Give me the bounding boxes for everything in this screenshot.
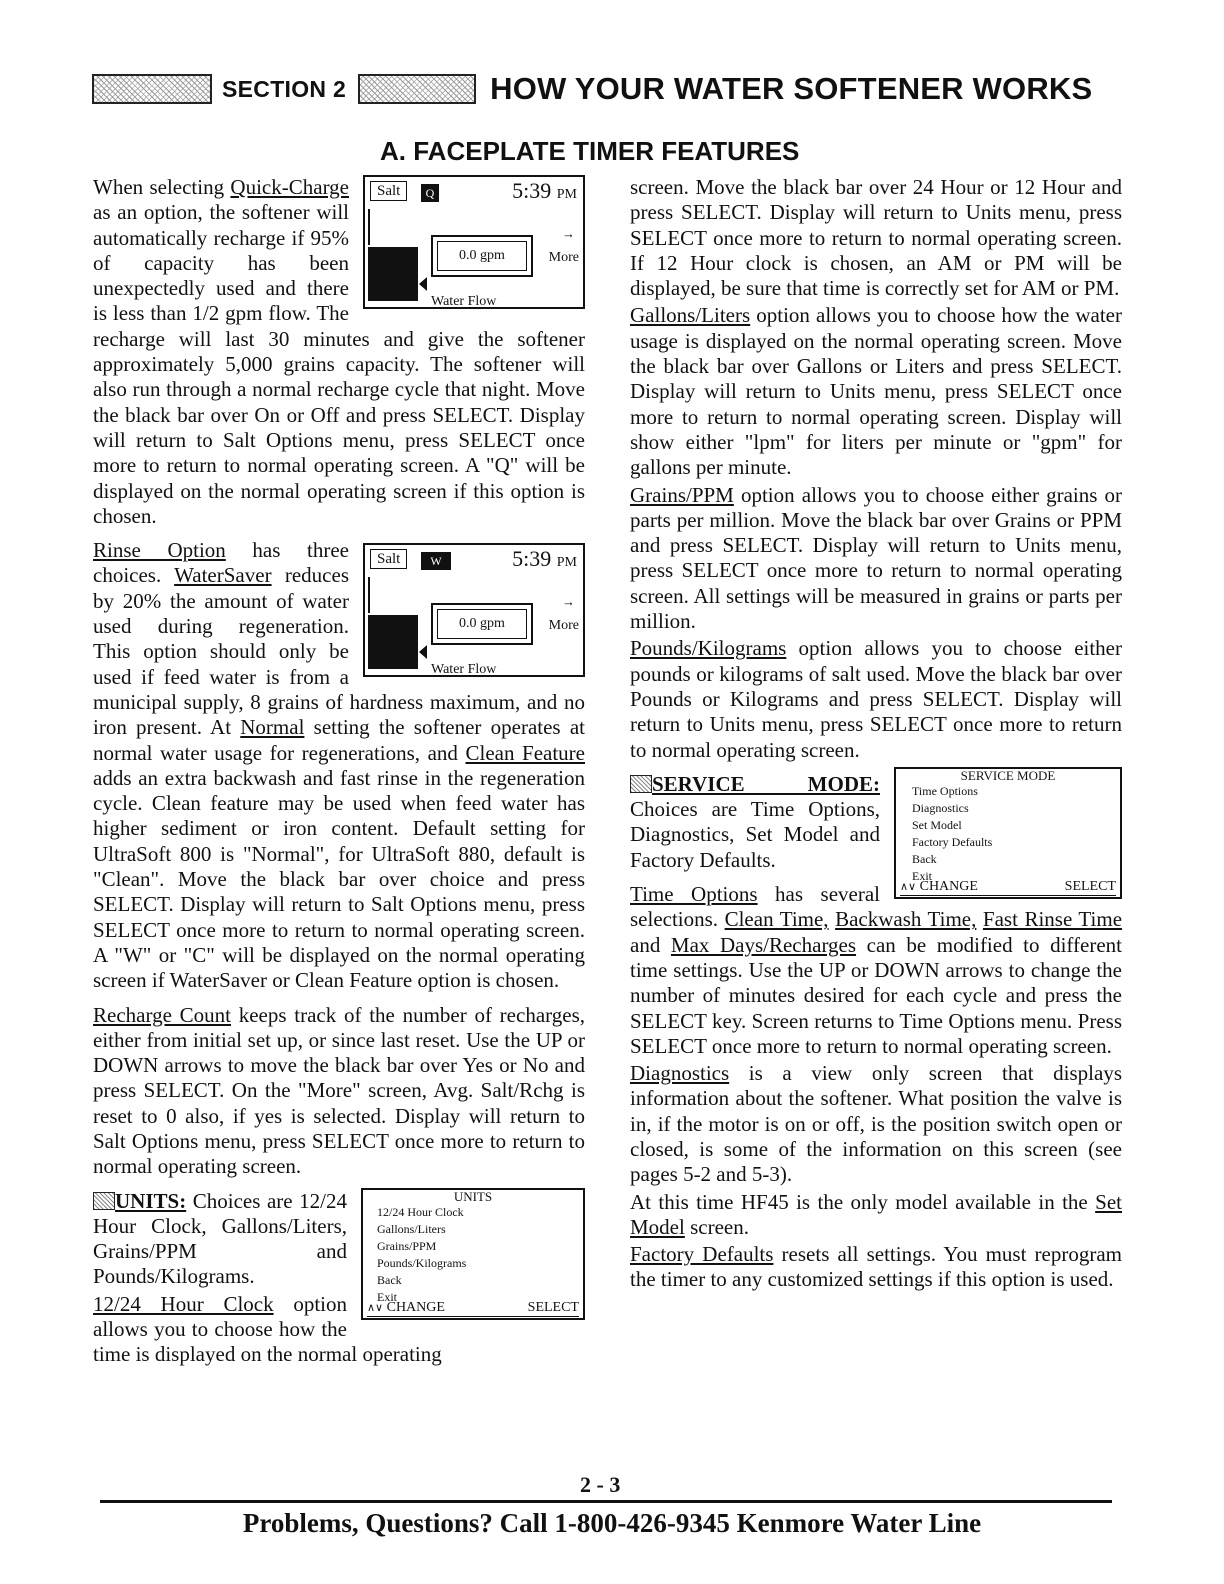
service-menu-items bbox=[896, 783, 1120, 885]
units-menu-item: Pounds/Kilograms bbox=[377, 1255, 467, 1270]
page-title: HOW YOUR WATER SOFTENER WORKS bbox=[490, 71, 1093, 106]
select-label: SELECT bbox=[1064, 878, 1116, 894]
service-menu-item: Back bbox=[912, 851, 937, 866]
footer-rule bbox=[100, 1500, 1112, 1503]
flow-value: 0.0 gpm bbox=[437, 241, 527, 271]
salt-level-bar bbox=[368, 245, 418, 301]
left-column bbox=[93, 175, 585, 1368]
paragraph-rinse-option: Rinse Option has three choices. WaterSaver reduces by 20% the amount of water used during regeneration. This option should only be used if feed water is from a municipal supply, 8 grains of hardness maximum, and no iron present. At Normal setting the softener operates at normal water usage for regenerations, and Clean Feature adds an extra backwash and fast rinse in the regeneration cycle. Clean feature may be used when feed water has higher sediment or iron content. Default setting for UltraSoft 800 is "Normal", for UltraSoft 880, default is "Clean". Move the black bar over choice and press SELECT. Display will return to Salt Options menu, press SELECT once more to return to normal operating screen. A "W" or "C" will be displayed on the normal operating screen if WaterSaver or Clean Feature option is chosen. bbox=[93, 538, 585, 993]
lcd-display-watersaver bbox=[363, 543, 585, 677]
footer-text: Problems, Questions? Call 1-800-426-9345 Kenmore Water Line bbox=[242, 1508, 982, 1538]
flow-value: 0.0 gpm bbox=[437, 609, 527, 639]
paragraph-grains-ppm: Grains/PPM option allows you to choose either grains or parts per million. Move the black bar over Grains or PPM and press SELECT. Display will return to Units menu, press SELECT once more to return to normal operating screen. All settings will be measured in grains or parts per million. bbox=[630, 482, 1122, 634]
paragraph-quick-charge: When selecting Quick-Charge as an option, the softener will automatically recharge if 95% of capacity has been unexpectedly used and there is less than 1/2 gpm flow. The recharge will last 30 minutes and give the softener approximately 5,000 grains capacity. The softener will also run through a normal recharge cycle that night. Move the black bar over On or Off and press SELECT. Display will return to Salt Options menu, press SELECT once more to return to normal operating screen. A "Q" will be displayed on the normal operating screen if this option is chosen. bbox=[93, 175, 585, 528]
service-menu-item: Diagnostics bbox=[912, 800, 969, 815]
lcd-more-label: More bbox=[548, 250, 579, 265]
units-menu-item: Grains/PPM bbox=[377, 1238, 437, 1253]
flow-box bbox=[431, 603, 533, 645]
pointer-icon bbox=[419, 277, 427, 291]
section-label: SECTION 2 bbox=[222, 75, 347, 102]
paragraph-service-mode: SERVICE MODE: Choices are Time Options, Diagnostics, Set Model and Factory Defaults. bbox=[630, 771, 880, 872]
change-label: CHANGE bbox=[386, 1299, 445, 1315]
flow-box bbox=[431, 235, 533, 277]
service-menu-footer bbox=[900, 879, 1116, 896]
units-menu-items bbox=[363, 1204, 583, 1306]
service-menu-title: SERVICE MODE bbox=[960, 767, 1056, 783]
paragraph-factory-defaults: Factory Defaults resets all settings. You must reprogram the timer to any customized settings if this option is used. bbox=[630, 1242, 1122, 1292]
up-down-icon: ∧∨ bbox=[367, 1301, 384, 1314]
units-hatch-icon bbox=[93, 1192, 115, 1210]
change-label: CHANGE bbox=[919, 878, 978, 894]
service-menu-item: Factory Defaults bbox=[912, 834, 993, 849]
up-down-icon: ∧∨ bbox=[900, 880, 917, 893]
lcd-salt-label: Salt bbox=[370, 549, 407, 569]
paragraph-time-options: Time Options has several selections. Clean Time, Backwash Time, Fast Rinse Time and Max Days/Recharges can be modified to different time settings. Use the UP or DOWN arrows to change the number of minutes desired for each cycle and press the SELECT key. Screen returns to Time Options menu. Press SELECT once more to return to normal operating screen. bbox=[630, 882, 1123, 1058]
right-arrow-icon: → bbox=[562, 594, 575, 610]
service-menu-item: Time Options bbox=[912, 783, 978, 798]
units-menu bbox=[361, 1188, 585, 1320]
paragraph-gallons-liters: Gallons/Liters option allows you to choose how the water usage is displayed on the normal operating screen. Move the black bar over Gallons or Liters and press SELECT. Display will return to Units menu, press SELECT once more to return to normal operating screen. Display will show either "lpm" for liters per minute or "gpm" for gallons per minute. bbox=[630, 303, 1122, 480]
service-hatch-icon bbox=[630, 775, 652, 793]
paragraph-clock: 12/24 Hour Clock option allows you to choose how the time is displayed on the normal operating bbox=[93, 1291, 442, 1367]
units-menu-item: Gallons/Liters bbox=[377, 1221, 446, 1236]
lcd-q-badge: Q bbox=[421, 184, 439, 202]
lcd-more-label: More bbox=[548, 618, 579, 634]
page-number: 2 - 3 bbox=[580, 1472, 621, 1497]
paragraph-recharge-count: Recharge Count keeps track of the number of recharges, either from initial set up, or since last reset. Use the UP or DOWN arrows to move the black bar over Yes or No and press SELECT. On the "More" screen, Avg. Salt/Rchg is reset to 0 also, if yes is selected. Display will return to Salt Options menu, press SELECT once more to return to normal operating screen. bbox=[93, 1002, 585, 1179]
paragraph-diagnostics: Diagnostics is a view only screen that displays information about the softener. What position the valve is in, if the motor is on or off, is the position switch open or closed, is some of the information on this screen (see pages 5-2 and 5-3). bbox=[630, 1061, 1122, 1187]
subsection-title: A. FACEPLATE TIMER FEATURES bbox=[380, 136, 800, 166]
paragraph-set-model: At this time HF45 is the only model available in the Set Model screen. bbox=[630, 1189, 1122, 1239]
lcd-water-flow-label: Water Flow bbox=[431, 294, 497, 309]
lcd-w-badge: W bbox=[421, 552, 451, 570]
pointer-icon bbox=[419, 645, 427, 659]
service-menu-item: Set Model bbox=[912, 817, 962, 832]
units-menu-title: UNITS bbox=[453, 1188, 493, 1204]
service-mode-menu bbox=[894, 767, 1122, 899]
section-header bbox=[92, 68, 1122, 110]
units-menu-footer bbox=[367, 1300, 579, 1317]
right-column bbox=[630, 175, 1122, 1293]
salt-level-bar bbox=[368, 613, 418, 669]
service-menu-item: Exit bbox=[912, 868, 932, 883]
select-label: SELECT bbox=[527, 1299, 579, 1315]
paragraph-units: UNITS: Choices are 12/24 Hour Clock, Gallons/Liters, Grains/PPM and Pounds/Kilograms. bbox=[93, 1188, 347, 1289]
paragraph-pounds-kilograms: Pounds/Kilograms option allows you to choose either pounds or kilograms of salt used. Move the black bar over Pounds or Kilograms and press SELECT. Display will return to Units menu, press SELECT once more to return to normal operating screen. bbox=[630, 636, 1122, 762]
header-hatch-right bbox=[358, 74, 476, 104]
lcd-time: 5:39 PM bbox=[512, 546, 577, 572]
lcd-salt-label: Salt bbox=[370, 181, 407, 201]
lcd-time: 5:39 PM bbox=[512, 178, 577, 203]
paragraph-clock-cont: screen. Move the black bar over 24 Hour or 12 Hour and press SELECT. Display will return to Units menu, press SELECT once more to return to normal operating screen. If 12 Hour clock is chosen, an AM or PM will be displayed, be sure that time is correctly set for AM or PM. bbox=[630, 175, 1122, 301]
header-hatch-left bbox=[92, 74, 212, 104]
right-arrow-icon: → bbox=[562, 226, 575, 241]
units-menu-item: Back bbox=[377, 1272, 402, 1287]
lcd-water-flow-label: Water Flow bbox=[431, 662, 497, 678]
units-menu-item: Exit bbox=[377, 1289, 397, 1304]
lcd-display-quick-charge bbox=[363, 175, 585, 309]
units-menu-item: 12/24 Hour Clock bbox=[377, 1204, 464, 1219]
